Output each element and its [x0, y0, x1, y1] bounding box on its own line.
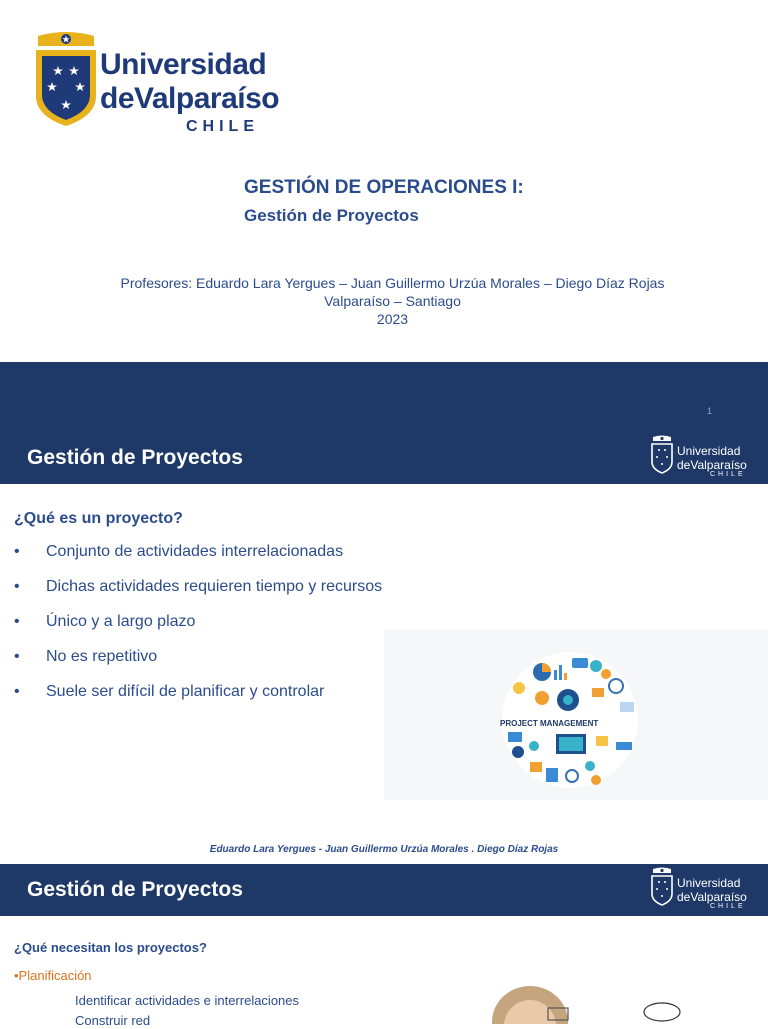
- target-icon: [563, 695, 573, 705]
- logo-text-valparaiso: deValparaíso: [677, 890, 747, 904]
- slide-header: [0, 432, 768, 484]
- logo-text-valparaiso: deValparaíso: [677, 458, 747, 472]
- graphic-label: PROJECT MANAGEMENT: [500, 719, 599, 728]
- document-icon: [620, 702, 634, 712]
- bullet-text: Conjunto de actividades interrelacionadas: [46, 543, 344, 560]
- person-photo-with-diagram: [470, 982, 768, 1024]
- bullet-text: No es repetitivo: [46, 648, 158, 665]
- bullet-text: Único y a largo plazo: [46, 613, 196, 630]
- course-title: GESTIÓN DE OPERACIONES I:: [244, 177, 524, 198]
- page-number: 1: [707, 406, 713, 416]
- sub-item: Identificar actividades e interrelaciones: [75, 993, 300, 1008]
- bullet-item: [14, 683, 324, 701]
- section-question: ¿Qué es un proyecto?: [14, 510, 183, 527]
- bullet-marker: •: [14, 648, 20, 665]
- bullet-marker: •: [14, 613, 20, 630]
- gear-icon: [601, 669, 611, 679]
- bullet-marker: •: [14, 578, 20, 595]
- bullet-item: [14, 578, 382, 596]
- university-logo: [34, 30, 280, 140]
- gear-icon: [529, 741, 539, 751]
- coin-icon: [591, 775, 601, 785]
- header-logo: [650, 434, 750, 480]
- chat-bubble-icon: [616, 742, 632, 750]
- logo-text-universidad: Universidad: [677, 444, 741, 458]
- university-crest-icon: [650, 434, 674, 474]
- calculator-icon: [546, 768, 558, 782]
- slide-header: [0, 864, 768, 916]
- logo-text-chile: CHILE: [710, 471, 746, 478]
- project-management-icon-cluster: [384, 630, 768, 800]
- logo-text-universidad: Universidad: [677, 876, 741, 890]
- cities-line: Valparaíso – Santiago: [324, 293, 461, 309]
- professors-line: Profesores: Eduardo Lara Yergues – Juan Guillermo Urzúa Morales – Diego Díaz Rojas: [120, 275, 665, 291]
- slide-title: Gestión de Proyectos: [27, 878, 243, 901]
- planning-heading: •Planificación: [14, 968, 92, 983]
- gear-icon: [590, 660, 602, 672]
- note-icon: [596, 736, 608, 746]
- lightbulb-icon: [513, 682, 525, 694]
- monitor-icon: [559, 737, 583, 751]
- project-management-illustration: [384, 630, 768, 800]
- university-crest-icon: [650, 866, 674, 906]
- university-crest-icon: [34, 30, 98, 130]
- slide-footer-band: [0, 362, 768, 432]
- sub-item: Construir red: [75, 1013, 151, 1028]
- bullet-text: Suele ser difícil de planificar y controlar: [46, 683, 325, 700]
- slide-title: Gestión de Proyectos: [27, 446, 243, 469]
- logo-text-valparaiso: deValparaíso: [100, 82, 280, 115]
- year-line: 2023: [376, 311, 409, 327]
- section-question: ¿Qué necesitan los proyectos?: [14, 940, 207, 955]
- gear-icon: [585, 761, 595, 771]
- bullet-text: Dichas actividades requieren tiempo y recursos: [46, 578, 383, 595]
- logo-text-chile: CHILE: [186, 118, 259, 135]
- logo-text-chile: CHILE: [710, 903, 746, 910]
- chat-bubble-icon: [572, 658, 588, 668]
- header-logo: [650, 866, 750, 912]
- logo-text-universidad: Universidad: [100, 48, 267, 81]
- course-subtitle: Gestión de Proyectos: [244, 206, 419, 225]
- diagram-node-icon: [644, 1003, 680, 1021]
- bullet-marker: •: [14, 543, 20, 560]
- folder-icon: [592, 688, 604, 697]
- person-photo-icon: [470, 982, 768, 1024]
- envelope-icon: [508, 732, 522, 742]
- slide-footer-authors: Eduardo Lara Yergues - Juan Guillermo Urzúa Morales . Diego Díaz Rojas: [209, 844, 559, 855]
- bullet-item: [14, 613, 195, 631]
- pie-chart-icon: [533, 663, 551, 681]
- gear-icon: [512, 746, 524, 758]
- bullet-item: [14, 648, 157, 666]
- folder-icon: [530, 762, 542, 772]
- user-icon: [535, 691, 549, 705]
- bullet-item: [14, 543, 343, 561]
- bullet-marker: •: [14, 683, 20, 700]
